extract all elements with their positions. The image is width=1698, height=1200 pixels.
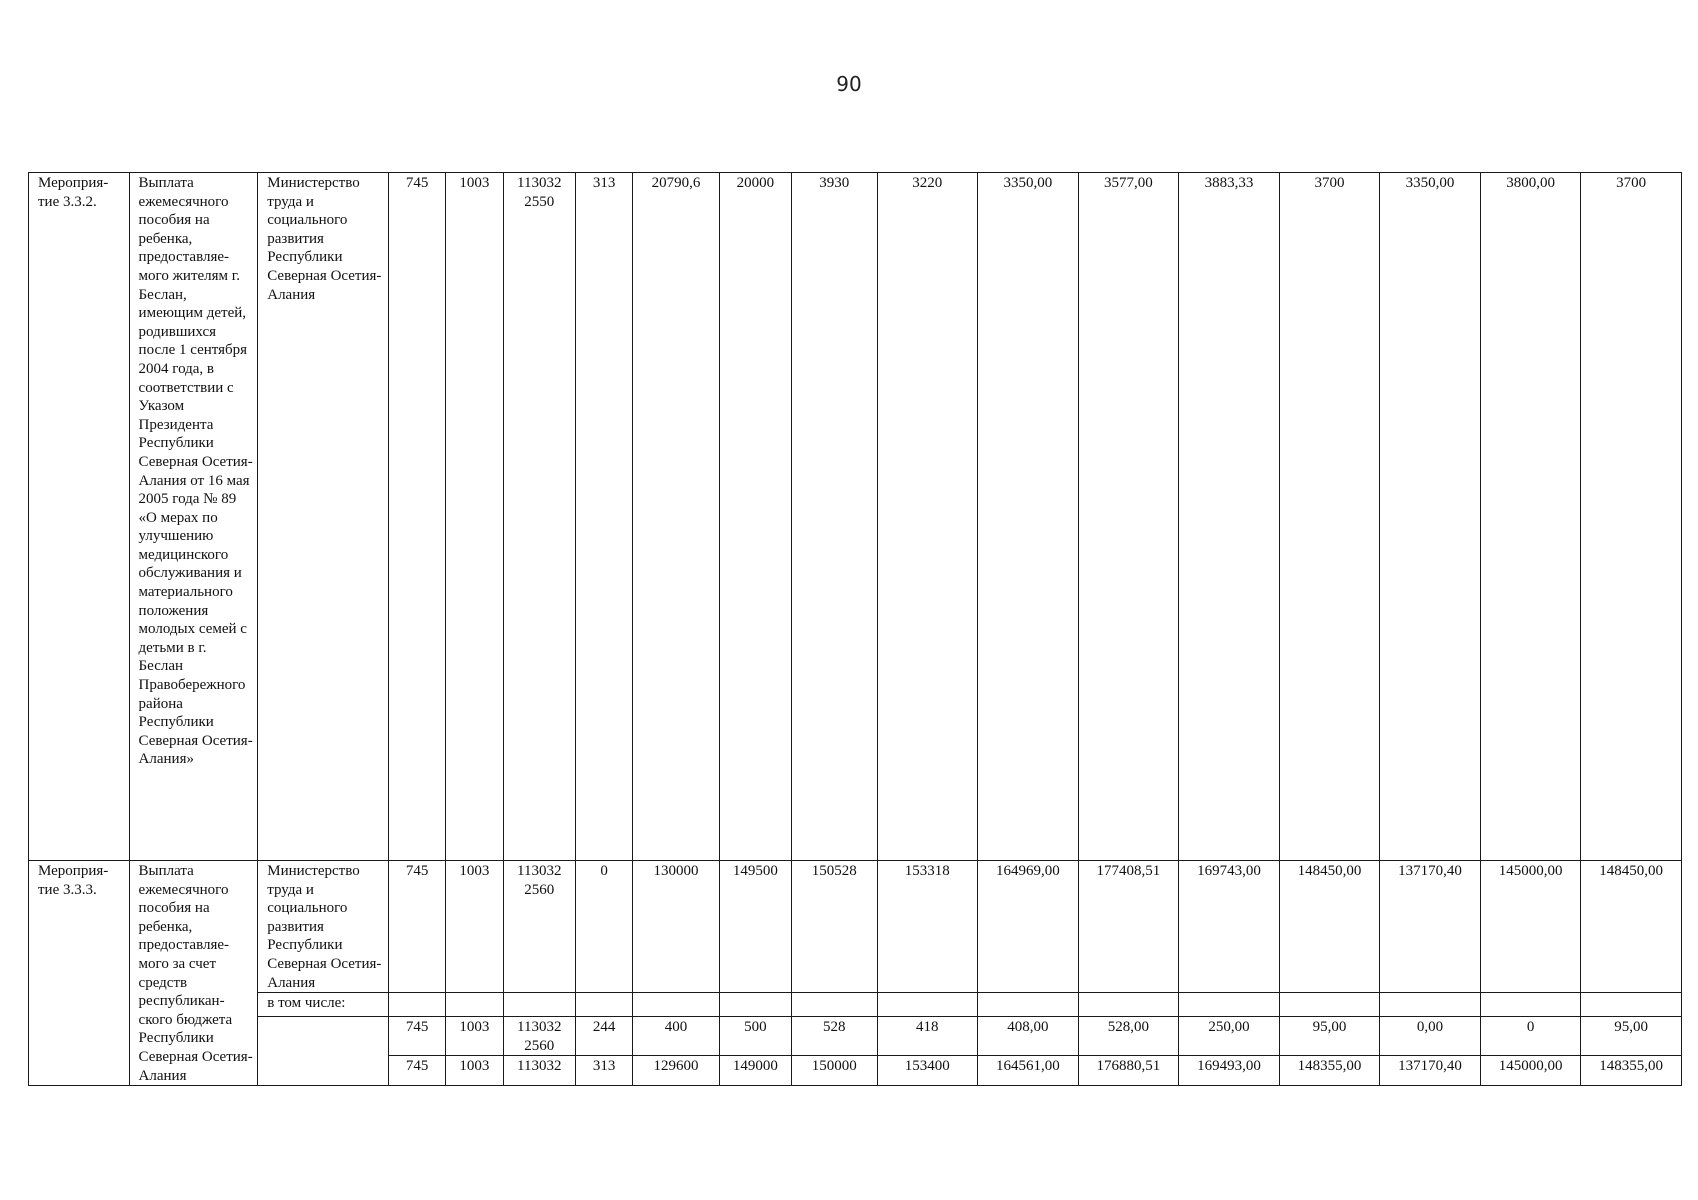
value-cell: 3883,33 [1179,173,1280,861]
value-cell: 408,00 [978,1017,1079,1056]
value-cell: 164969,00 [978,861,1079,993]
value-cell: 169743,00 [1179,861,1280,993]
executor-cell: Министерство труда и социального развития Республики Северная Осетия-Алания [258,861,389,993]
value-cell: 3800,00 [1480,173,1581,861]
empty-cell [1078,993,1179,1017]
empty-cell [1380,993,1481,1017]
value-cell: 528 [792,1017,877,1056]
value-cell: 20790,6 [633,173,719,861]
empty-cell [1279,993,1380,1017]
page-number: 90 [836,72,862,96]
value-cell: 3930 [792,173,877,861]
value-cell: 0 [1480,1017,1581,1056]
value-cell: 3700 [1581,173,1682,861]
grbs-cell: 745 [388,173,445,861]
value-cell: 177408,51 [1078,861,1179,993]
value-cell: 153400 [877,1056,978,1086]
vr-cell: 313 [575,1056,632,1086]
vr-cell: 244 [575,1017,632,1056]
value-cell: 150000 [792,1056,877,1086]
value-cell: 500 [719,1017,791,1056]
empty-cell [503,993,575,1017]
value-cell: 148450,00 [1581,861,1682,993]
value-cell: 145000,00 [1480,861,1581,993]
budget-table [28,172,1682,1086]
event-cell: Мероприя-тие 3.3.3. [29,861,130,1086]
value-cell: 418 [877,1017,978,1056]
empty-cell [258,1017,389,1086]
csr-cell: 113032 [503,1056,575,1086]
value-cell: 164561,00 [978,1056,1079,1086]
value-cell: 3577,00 [1078,173,1179,861]
value-cell: 148355,00 [1581,1056,1682,1086]
value-cell: 3220 [877,173,978,861]
value-cell: 149500 [719,861,791,993]
empty-cell [575,993,632,1017]
empty-cell [719,993,791,1017]
table-row-event-3-3-2 [29,173,1682,861]
empty-cell [1179,993,1280,1017]
executor-cell: Министерство труда и социального развития Республики Северная Осетия-Алания [258,173,389,861]
empty-cell [388,993,445,1017]
grbs-cell: 745 [388,1017,445,1056]
rzpr-cell: 1003 [446,1056,503,1086]
csr-cell: 113032 2560 [503,1017,575,1056]
csr-cell: 113032 2560 [503,861,575,993]
value-cell: 129600 [633,1056,719,1086]
empty-cell [633,993,719,1017]
value-cell: 148450,00 [1279,861,1380,993]
value-cell: 148355,00 [1279,1056,1380,1086]
value-cell: 145000,00 [1480,1056,1581,1086]
value-cell: 149000 [719,1056,791,1086]
empty-cell [877,993,978,1017]
value-cell: 250,00 [1179,1017,1280,1056]
description-cell: Выплата ежемесячного пособия на ребенка, предоставляе-мого жителям г. Беслан, имеющим детей, родившихся после 1 сентября 2004 года, в соответствии с Указом Президента Республики Северная Осетия-Алания от 16 мая 2005 года № 89 «О мерах по улучшению медицинского обслуживания и материального положения молодых семей с детьми в г. Беслан Правобережного района Республики Северная Осетия-Алания» [129,173,258,861]
value-cell: 3700 [1279,173,1380,861]
table-row-including [29,993,1682,1017]
description-cell: Выплата ежемесячного пособия на ребенка, предоставляе-мого за счет средств республикан-ского бюджета Республики Северная Осетия-Алания [129,861,258,1086]
value-cell: 3350,00 [978,173,1079,861]
vr-cell: 0 [575,861,632,993]
value-cell: 0,00 [1380,1017,1481,1056]
empty-cell [978,993,1079,1017]
event-cell: Мероприя-тие 3.3.2. [29,173,130,861]
empty-cell [446,993,503,1017]
value-cell: 150528 [792,861,877,993]
value-cell: 95,00 [1279,1017,1380,1056]
value-cell: 153318 [877,861,978,993]
empty-cell [1581,993,1682,1017]
rzpr-cell: 1003 [446,861,503,993]
value-cell: 3350,00 [1380,173,1481,861]
table-row-sub-244 [29,1017,1682,1056]
value-cell: 169493,00 [1179,1056,1280,1086]
value-cell: 130000 [633,861,719,993]
including-label: в том числе: [258,993,389,1017]
value-cell: 137170,40 [1380,1056,1481,1086]
empty-cell [792,993,877,1017]
table-row-event-3-3-3 [29,861,1682,993]
value-cell: 137170,40 [1380,861,1481,993]
value-cell: 20000 [719,173,791,861]
value-cell: 95,00 [1581,1017,1682,1056]
grbs-cell: 745 [388,861,445,993]
grbs-cell: 745 [388,1056,445,1086]
empty-cell [1480,993,1581,1017]
value-cell: 400 [633,1017,719,1056]
rzpr-cell: 1003 [446,173,503,861]
csr-cell: 113032 2550 [503,173,575,861]
rzpr-cell: 1003 [446,1017,503,1056]
vr-cell: 313 [575,173,632,861]
value-cell: 176880,51 [1078,1056,1179,1086]
value-cell: 528,00 [1078,1017,1179,1056]
